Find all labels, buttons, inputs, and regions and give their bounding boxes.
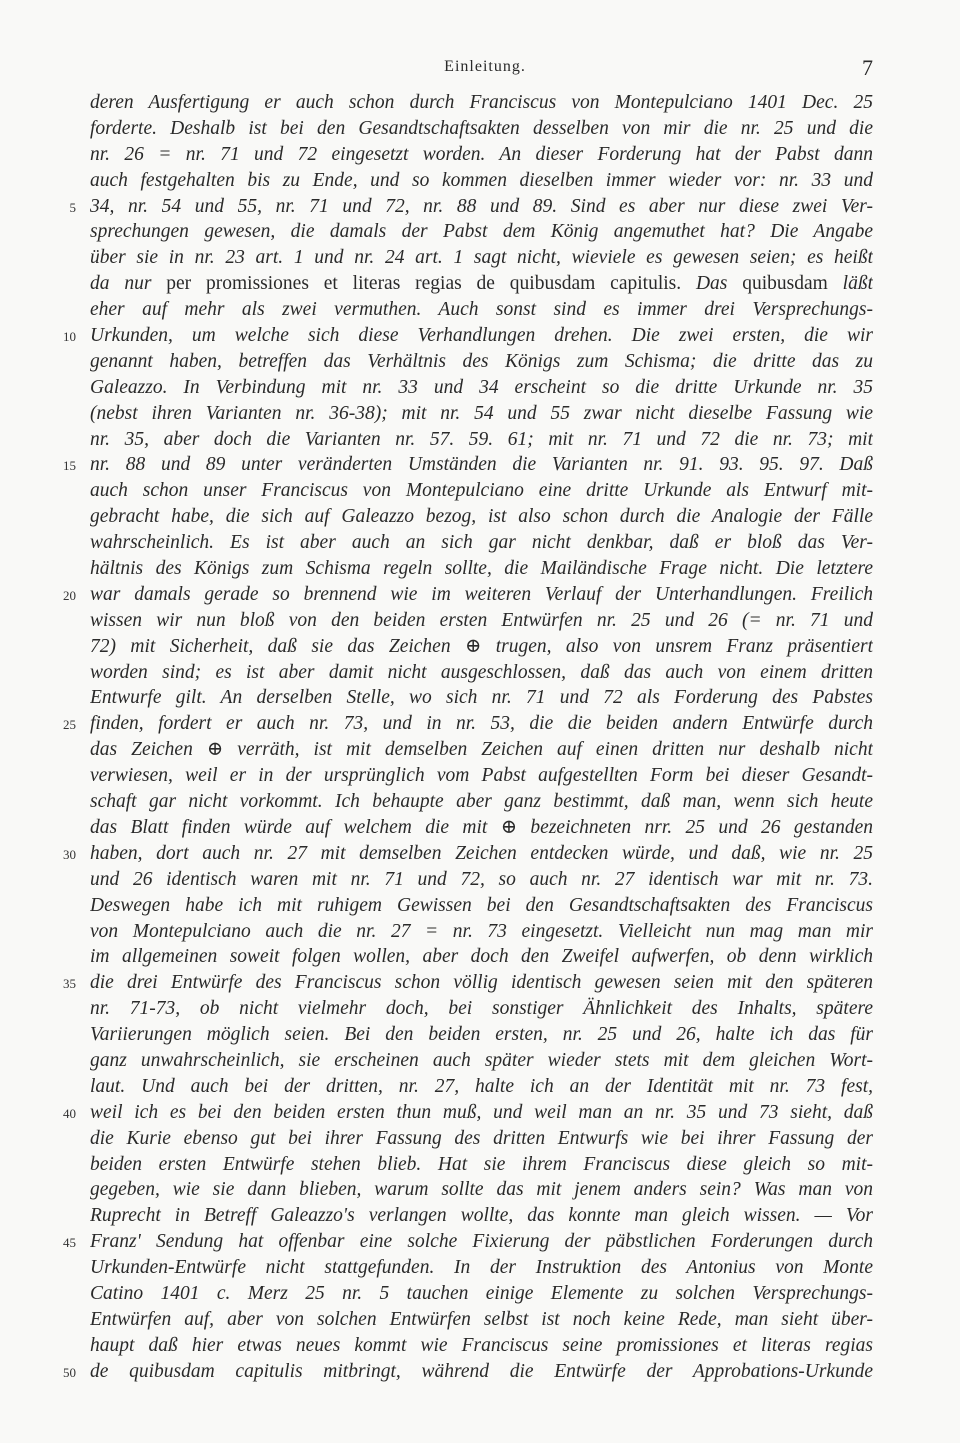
line-text <box>90 452 873 478</box>
text-run: im allgemeinen soweit folgen wollen, aber doch den Zweifel aufwerfen, ob denn wirklich <box>90 946 873 968</box>
text-run: forderte. Deshalb ist bei den Gesandtschaftsakten desselben von mir die nr. 25 und die <box>90 117 873 139</box>
text-run: per promissiones et literas regias de quibusdam capitulis. <box>166 273 682 295</box>
text-line <box>90 1255 873 1281</box>
line-text <box>90 1100 873 1126</box>
text-line <box>90 219 873 245</box>
text-run: beiden ersten Entwürfe stehen blieb. Hat sie ihrem Franciscus diese gleich so mit- <box>90 1153 873 1175</box>
line-text <box>90 737 873 763</box>
text-line <box>63 711 873 737</box>
line-text <box>90 142 873 168</box>
text-run: genannt haben, betreffen das Verhältnis des Königs zum Schisma; die dritte das zu <box>90 350 873 372</box>
line-text <box>90 1177 873 1203</box>
text-line <box>90 427 873 453</box>
text-line <box>69 194 873 220</box>
line-text <box>90 1281 873 1307</box>
line-text <box>90 1203 873 1229</box>
text-run: de quibusdam capitulis mitbringt, während die Entwürfe der Approbations-Urkunde <box>90 1360 873 1382</box>
text-line <box>90 245 873 271</box>
line-text <box>90 297 873 323</box>
text-run: über sie in nr. 23 art. 1 und nr. 24 art. 1 sagt nicht, wieviele es gewesen seien; es heißt <box>90 247 873 269</box>
line-text <box>90 867 873 893</box>
line-text <box>90 789 873 815</box>
line-number: 5 <box>69 199 76 215</box>
text-run: Variierungen möglich seien. Bei den beiden ersten, nr. 25 und 26, halte ich das für <box>90 1024 873 1046</box>
text-run: läßt <box>827 273 873 295</box>
line-text <box>90 1022 873 1048</box>
text-run: Das <box>681 273 743 295</box>
text-line <box>90 685 873 711</box>
text-line <box>63 323 873 349</box>
text-run: da nur <box>90 273 167 295</box>
text-line <box>90 944 873 970</box>
line-text <box>90 478 873 504</box>
line-text <box>90 1307 873 1333</box>
text-run: (nebst ihren Varianten nr. 36-38); mit nr. 54 und 55 zwar nicht dieselbe Fassung wie <box>90 402 873 424</box>
text-line <box>63 970 873 996</box>
line-text <box>90 1333 873 1359</box>
line-text <box>90 1255 873 1281</box>
text-run: Franz' Sendung hat offenbar eine solche Fixierung der päbstlichen Forderungen durch <box>90 1231 873 1253</box>
text-run: das Zeichen ⊕ verräth, ist mit demselben Zeichen auf einen dritten nur deshalb nicht <box>90 739 873 761</box>
text-line <box>90 1022 873 1048</box>
text-line <box>63 452 873 478</box>
text-line <box>90 349 873 375</box>
text-line <box>63 841 873 867</box>
text-run: Urkunden, um welche sich diese Verhandlungen drehen. Die zwei ersten, die wir <box>90 325 873 347</box>
text-run: quibusdam <box>742 273 828 295</box>
text-run: Catino 1401 c. Merz 25 nr. 5 tauchen einige Elemente zu solchen Versprechungs- <box>90 1282 873 1304</box>
line-text <box>90 970 873 996</box>
text-run: nr. 26 = nr. 71 und 72 eingesetzt worden. An dieser Forderung hat der Pabst dann <box>90 143 873 165</box>
line-text <box>90 841 873 867</box>
text-run: worden sind; es ist aber damit nicht ausgeschlossen, daß das auch von einem dritten <box>90 661 873 683</box>
line-text <box>90 401 873 427</box>
text-line <box>63 1100 873 1126</box>
text-line <box>90 1203 873 1229</box>
text-run: auch schon unser Franciscus von Montepulciano eine dritte Urkunde als Entwurf mit- <box>90 480 873 502</box>
text-line <box>90 789 873 815</box>
text-line <box>90 634 873 660</box>
text-run: gegeben, wie sie dann blieben, warum sollte das mit jenem anders sein? Was man von <box>90 1179 873 1201</box>
text-line <box>90 919 873 945</box>
text-run: nr. 88 und 89 unter veränderten Umständen die Varianten nr. 91. 93. 95. 97. Daß <box>90 454 873 476</box>
text-line <box>90 608 873 634</box>
line-text <box>90 530 873 556</box>
text-line <box>90 996 873 1022</box>
text-line <box>90 737 873 763</box>
text-line <box>90 893 873 919</box>
text-line <box>90 504 873 530</box>
line-text <box>90 815 873 841</box>
line-text <box>90 1074 873 1100</box>
line-text <box>90 168 873 194</box>
text-line <box>90 1074 873 1100</box>
text-run: war damals gerade so brennend wie im weiteren Verlauf der Unterhandlungen. Freilich <box>90 583 873 605</box>
page-number: 7 <box>862 55 873 80</box>
line-text <box>90 427 873 453</box>
line-number: 50 <box>63 1364 76 1380</box>
line-text <box>90 375 873 401</box>
line-text <box>90 323 873 349</box>
line-text <box>90 944 873 970</box>
line-number: 25 <box>63 717 76 733</box>
text-run: Urkunden-Entwürfe nicht stattgefunden. In der Instruktion des Antonius von Monte <box>90 1257 873 1279</box>
line-number: 45 <box>63 1235 76 1251</box>
text-run: auch festgehalten bis zu Ende, und so kommen dieselben immer wieder vor: nr. 33 und <box>90 169 873 191</box>
text-run: haben, dort auch nr. 27 mit demselben Zeichen entdecken würde, und daß, wie nr. 25 <box>90 842 873 864</box>
line-number: 30 <box>63 846 76 862</box>
text-line <box>90 116 873 142</box>
line-text <box>90 634 873 660</box>
text-run: weil ich es bei den beiden ersten thun muß, und weil man an nr. 35 und 73 sieht, daß <box>90 1101 873 1123</box>
text-run: die Kurie ebenso gut bei ihrer Fassung des dritten Entwurfs wie bei ihrer Fassung der <box>90 1127 873 1149</box>
line-text <box>90 556 873 582</box>
text-line <box>90 168 873 194</box>
running-head: Einleitung. <box>444 58 526 75</box>
line-text <box>90 608 873 634</box>
text-run: deren Ausfertigung er auch schon durch Franciscus von Montepulciano 1401 Dec. 25 <box>90 92 873 113</box>
text-line <box>90 478 873 504</box>
line-text <box>90 194 873 220</box>
text-line <box>90 867 873 893</box>
line-text <box>90 271 873 297</box>
text-line <box>63 1359 873 1385</box>
text-run: Entwürfen auf, aber von solchen Entwürfen selbst ist noch keine Rede, man sieht über- <box>90 1308 873 1330</box>
line-text <box>90 711 873 737</box>
text-line <box>90 1048 873 1074</box>
text-run: nr. 71-73, ob nicht vielmehr doch, bei sonstiger Ähnlichkeit des Inhalts, spätere <box>90 998 873 1020</box>
line-text <box>90 504 873 530</box>
text-run: verwiesen, weil er in der ursprünglich vom Pabst aufgestellten Form bei dieser Gesandt- <box>90 765 873 787</box>
text-run: laut. Und auch bei der dritten, nr. 27, halte ich an der Identität mit nr. 73 fest, <box>90 1075 873 1097</box>
line-number: 10 <box>63 329 76 345</box>
text-run: gebracht habe, die sich auf Galeazzo bezog, ist also schon durch die Analogie der Fälle <box>90 506 873 528</box>
line-text <box>90 1229 873 1255</box>
text-run: nr. 35, aber doch die Varianten nr. 57. 59. 61; mit nr. 71 und 72 die nr. 73; mit <box>90 428 873 450</box>
line-text <box>90 349 873 375</box>
line-text <box>90 1126 873 1152</box>
text-run: und 26 identisch waren mit nr. 71 und 72, so auch nr. 27 identisch war mit nr. 73. <box>90 868 873 890</box>
text-run: haupt daß hier etwas neues kommt wie Franciscus seine promissiones et literas regias <box>90 1334 873 1356</box>
line-number: 20 <box>63 587 76 603</box>
text-run: wahrscheinlich. Es ist aber auch an sich gar nicht denkbar, daß er bloß das Ver- <box>90 532 873 554</box>
text-line <box>90 1281 873 1307</box>
line-text <box>90 116 873 142</box>
text-run: von Montepulciano auch die nr. 27 = nr. 73 eingesetzt. Vielleicht nun mag man mir <box>90 920 873 942</box>
text-line <box>90 556 873 582</box>
text-run: die drei Entwürfe des Franciscus schon völlig identisch gewesen seien mit den späteren <box>90 972 873 994</box>
text-line <box>90 1126 873 1152</box>
text-line <box>90 271 873 297</box>
text-line <box>90 1307 873 1333</box>
text-line <box>90 375 873 401</box>
text-line <box>90 297 873 323</box>
text-run: Galeazzo. In Verbindung mit nr. 33 und 34 erscheint so die dritte Urkunde nr. 35 <box>90 376 873 398</box>
body-text <box>63 90 873 1385</box>
line-text <box>90 996 873 1022</box>
text-run: schaft gar nicht vorkommt. Ich behaupte aber ganz bestimmt, daß man, wenn sich heute <box>90 791 873 813</box>
text-line <box>90 763 873 789</box>
line-text <box>90 582 873 608</box>
line-text <box>90 90 873 116</box>
text-run: 34, nr. 54 und 55, nr. 71 und 72, nr. 88 und 89. Sind es aber nur diese zwei Ver- <box>90 195 873 217</box>
text-line <box>90 1152 873 1178</box>
text-run: Entwurfe gilt. An derselben Stelle, wo sich nr. 71 und 72 als Forderung des Pabstes <box>90 687 873 709</box>
line-number: 40 <box>63 1105 76 1121</box>
line-text <box>90 1359 873 1385</box>
text-line <box>90 660 873 686</box>
text-line <box>90 1333 873 1359</box>
line-text <box>90 685 873 711</box>
line-number: 15 <box>63 458 76 474</box>
line-text <box>90 919 873 945</box>
text-run: Ruprecht in Betreff Galeazzo's verlangen wollte, das konnte man gleich wissen. — Vor <box>90 1205 873 1227</box>
text-line <box>63 1229 873 1255</box>
line-text <box>90 1048 873 1074</box>
text-run: ganz unwahrscheinlich, sie erscheinen auch später wieder stets mit dem gleichen Wort- <box>90 1049 873 1071</box>
text-line <box>90 90 873 116</box>
line-text <box>90 763 873 789</box>
line-number: 35 <box>63 976 76 992</box>
line-text <box>90 245 873 271</box>
line-text <box>90 219 873 245</box>
text-line <box>90 401 873 427</box>
text-run: finden, fordert er auch nr. 73, und in nr. 53, die die beiden andern Entwürfe durch <box>90 713 873 735</box>
text-line <box>63 582 873 608</box>
text-line <box>90 815 873 841</box>
text-run: das Blatt finden würde auf welchem die mit ⊕ bezeichneten nrr. 25 und 26 gestanden <box>90 816 873 838</box>
text-run: wissen wir nun bloß von den beiden ersten Entwürfen nr. 25 und 26 (= nr. 71 und <box>90 609 873 631</box>
line-text <box>90 893 873 919</box>
text-run: 72) mit Sicherheit, daß sie das Zeichen ⊕ trugen, also von unsrem Franz präsentiert <box>90 635 873 657</box>
text-line <box>90 530 873 556</box>
text-run: eher auf mehr als zwei vermuthen. Auch sonst sind es immer drei Versprechungs- <box>90 299 873 321</box>
text-run: sprechungen gewesen, die damals der Pabst dem König angemuthet hat? Die Angabe <box>90 221 873 243</box>
line-text <box>90 1152 873 1178</box>
line-text <box>90 660 873 686</box>
text-run: Deswegen habe ich mit ruhigem Gewissen bei den Gesandtschaftsakten des Franciscus <box>90 894 873 916</box>
text-line <box>90 142 873 168</box>
text-run: hältnis des Königs zum Schisma regeln sollte, die Mailändische Frage nicht. Die letztere <box>90 558 873 580</box>
text-line <box>90 1177 873 1203</box>
